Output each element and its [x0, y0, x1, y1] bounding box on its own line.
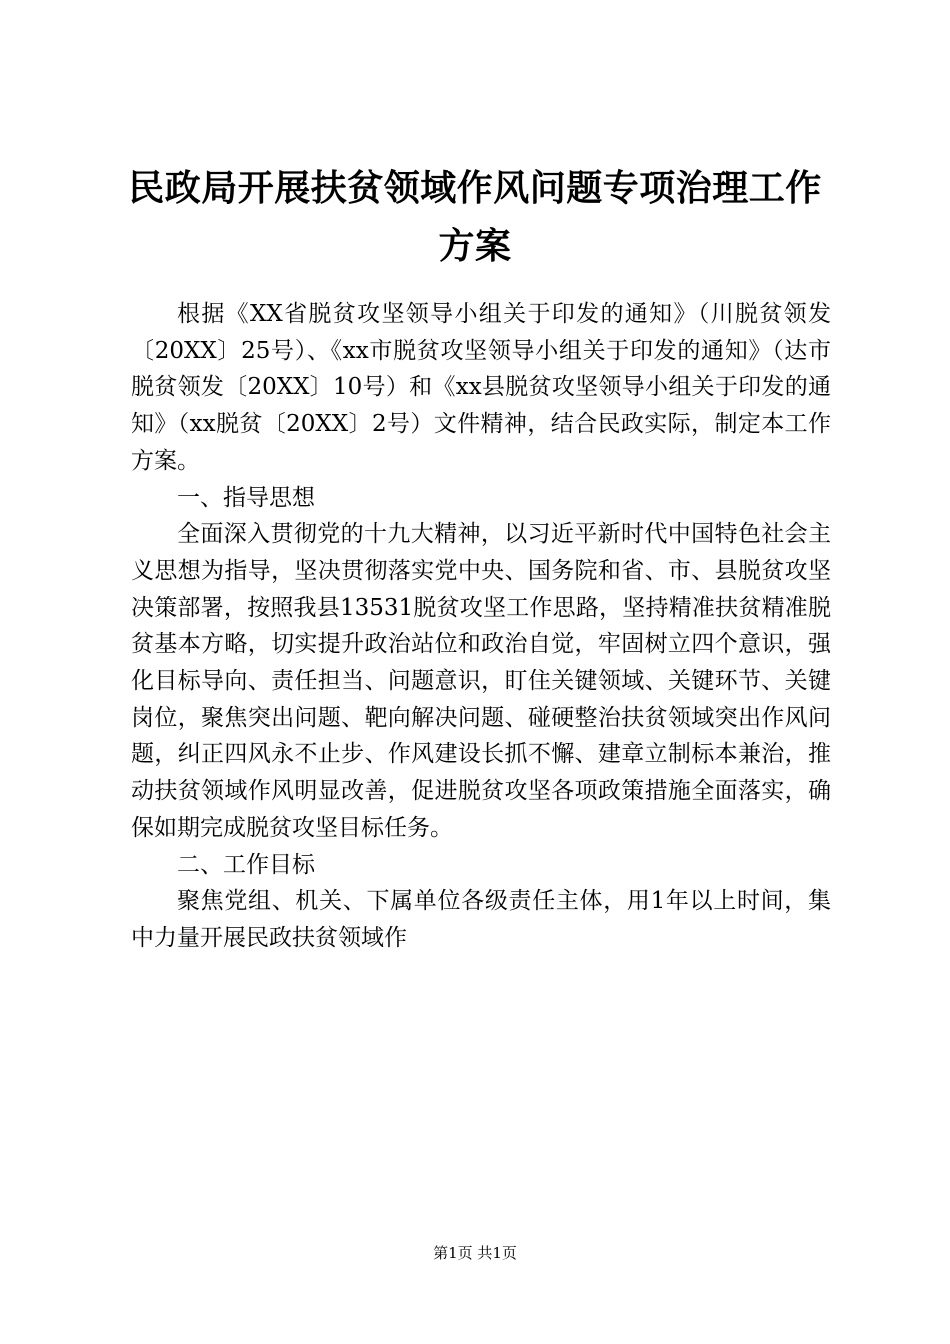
work-goals-paragraph: 聚焦党组、机关、下属单位各级责任主体，用1年以上时间，集中力量开展民政扶贫领域作: [131, 888, 831, 951]
document-body: [131, 296, 831, 957]
document-title: 民政局开展扶贫领域作风问题专项治理工作方案: [128, 168, 822, 267]
intro-paragraph: 根据《XX省脱贫攻坚领导小组关于印发的通知》（川脱贫领发〔20XX〕25号）、《xx市脱贫攻坚领导小组关于印发的通知》（达市脱贫领发〔20XX〕10号）和《xx县脱贫攻坚领导小组关于印发的通知》（xx脱贫〔20XX〕2号）文件精神，结合民政实际，制定本工作方案。: [131, 301, 831, 474]
section-heading-work-goals: 二、工作目标: [177, 851, 315, 878]
guiding-ideology-paragraph: 全面深入贯彻党的十九大精神，以习近平新时代中国特色社会主义思想为指导，坚决贯彻落实党中央、国务院和省、市、县脱贫攻坚决策部署，按照我县13531脱贫攻坚工作思路，坚持精准扶贫精准脱贫基本方略，切实提升政治站位和政治自觉，牢固树立四个意识，强化目标导向、责任担当、问题意识，盯住关键领域、关键环节、关键岗位，聚焦突出问题、靶向解决问题、碰硬整治扶贫领域突出作风问题，纠正四风永不止步、作风建设长抓不懈、建章立制标本兼治，推动扶贫领域作风明显改善，促进脱贫攻坚各项政策措施全面落实，确保如期完成脱贫攻坚目标任务。: [131, 521, 831, 841]
section-heading-guiding-ideology: 一、指导思想: [177, 484, 315, 511]
page-footer: 第1页 共1页: [433, 1244, 517, 1262]
